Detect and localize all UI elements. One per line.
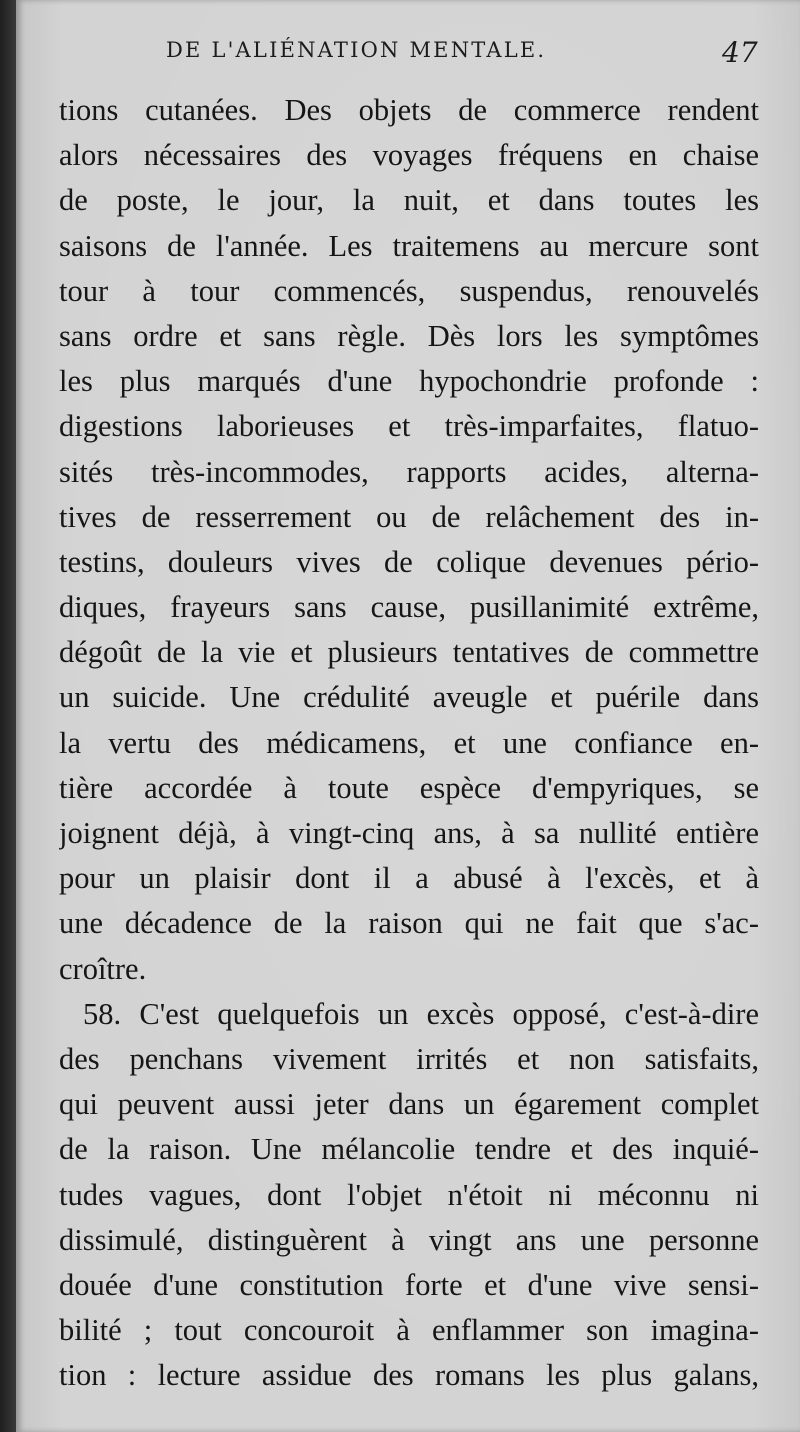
text-line: sans ordre et sans règle. Dès lors les symptômes bbox=[59, 318, 759, 353]
page-number: 47 bbox=[722, 36, 758, 69]
paragraph-end-line: croître. bbox=[59, 951, 147, 986]
text-line: les plus marqués d'une hypochondrie profonde : bbox=[59, 364, 759, 399]
text-line: la vertu des médicamens, et une confiance en- bbox=[59, 725, 759, 760]
text-line: tière accordée à toute espèce d'empyriques, se bbox=[59, 770, 759, 805]
text-line: tion : lecture assidue des romans les plus galans, bbox=[59, 1358, 759, 1393]
text-line: tions cutanées. Des objets de commerce rendent bbox=[59, 93, 759, 127]
text-line: saisons de l'année. Les traitemens au mercure sont bbox=[59, 228, 759, 263]
body-text bbox=[59, 88, 759, 1398]
page-sheet bbox=[16, 0, 800, 1432]
text-line: qui peuvent aussi jeter dans un égarement complet bbox=[59, 1087, 759, 1122]
text-line: diques, frayeurs sans cause, pusillanimité extrême, bbox=[59, 590, 759, 625]
text-line: un suicide. Une crédulité aveugle et puérile dans bbox=[59, 680, 759, 715]
text-line: de la raison. Une mélancolie tendre et des inquié- bbox=[59, 1132, 759, 1167]
text-line: bilité ; tout concouroit à enflammer son imagina- bbox=[59, 1313, 759, 1348]
page-edge-shadow bbox=[0, 0, 16, 1432]
text-line: dégoût de la vie et plusieurs tentatives de commettre bbox=[59, 635, 759, 670]
text-line: tives de resserrement ou de relâchement des in- bbox=[59, 499, 759, 534]
text-line: tour à tour commencés, suspendus, renouvelés bbox=[59, 273, 759, 308]
text-line: de poste, le jour, la nuit, et dans toutes les bbox=[59, 183, 759, 218]
running-title: DE L'ALIÉNATION MENTALE. bbox=[166, 38, 547, 62]
text-line: des penchans vivement irrités et non satisfaits, bbox=[59, 1041, 759, 1076]
text-line: testins, douleurs vives de colique devenues pério- bbox=[59, 544, 759, 579]
text-line: dissimulé, distinguèrent à vingt ans une personne bbox=[59, 1222, 759, 1257]
text-line: alors nécessaires des voyages fréquens en chaise bbox=[59, 138, 759, 173]
text-line: tudes vagues, dont l'objet n'étoit ni méconnu ni bbox=[59, 1177, 759, 1212]
text-line: pour un plaisir dont il a abusé à l'excès, et à bbox=[59, 861, 759, 896]
text-line: douée d'une constitution forte et d'une vive sensi- bbox=[59, 1267, 759, 1302]
paragraph-start-line: 58. C'est quelquefois un excès opposé, c'est-à-dire bbox=[83, 996, 759, 1031]
text-line: joignent déjà, à vingt-cinq ans, à sa nullité entière bbox=[59, 816, 759, 850]
text-line: sités très-incommodes, rapports acides, alterna- bbox=[59, 454, 759, 489]
text-line: digestions laborieuses et très-imparfaites, flatuo- bbox=[59, 409, 759, 444]
text-line: une décadence de la raison qui ne fait que s'ac- bbox=[59, 906, 759, 941]
